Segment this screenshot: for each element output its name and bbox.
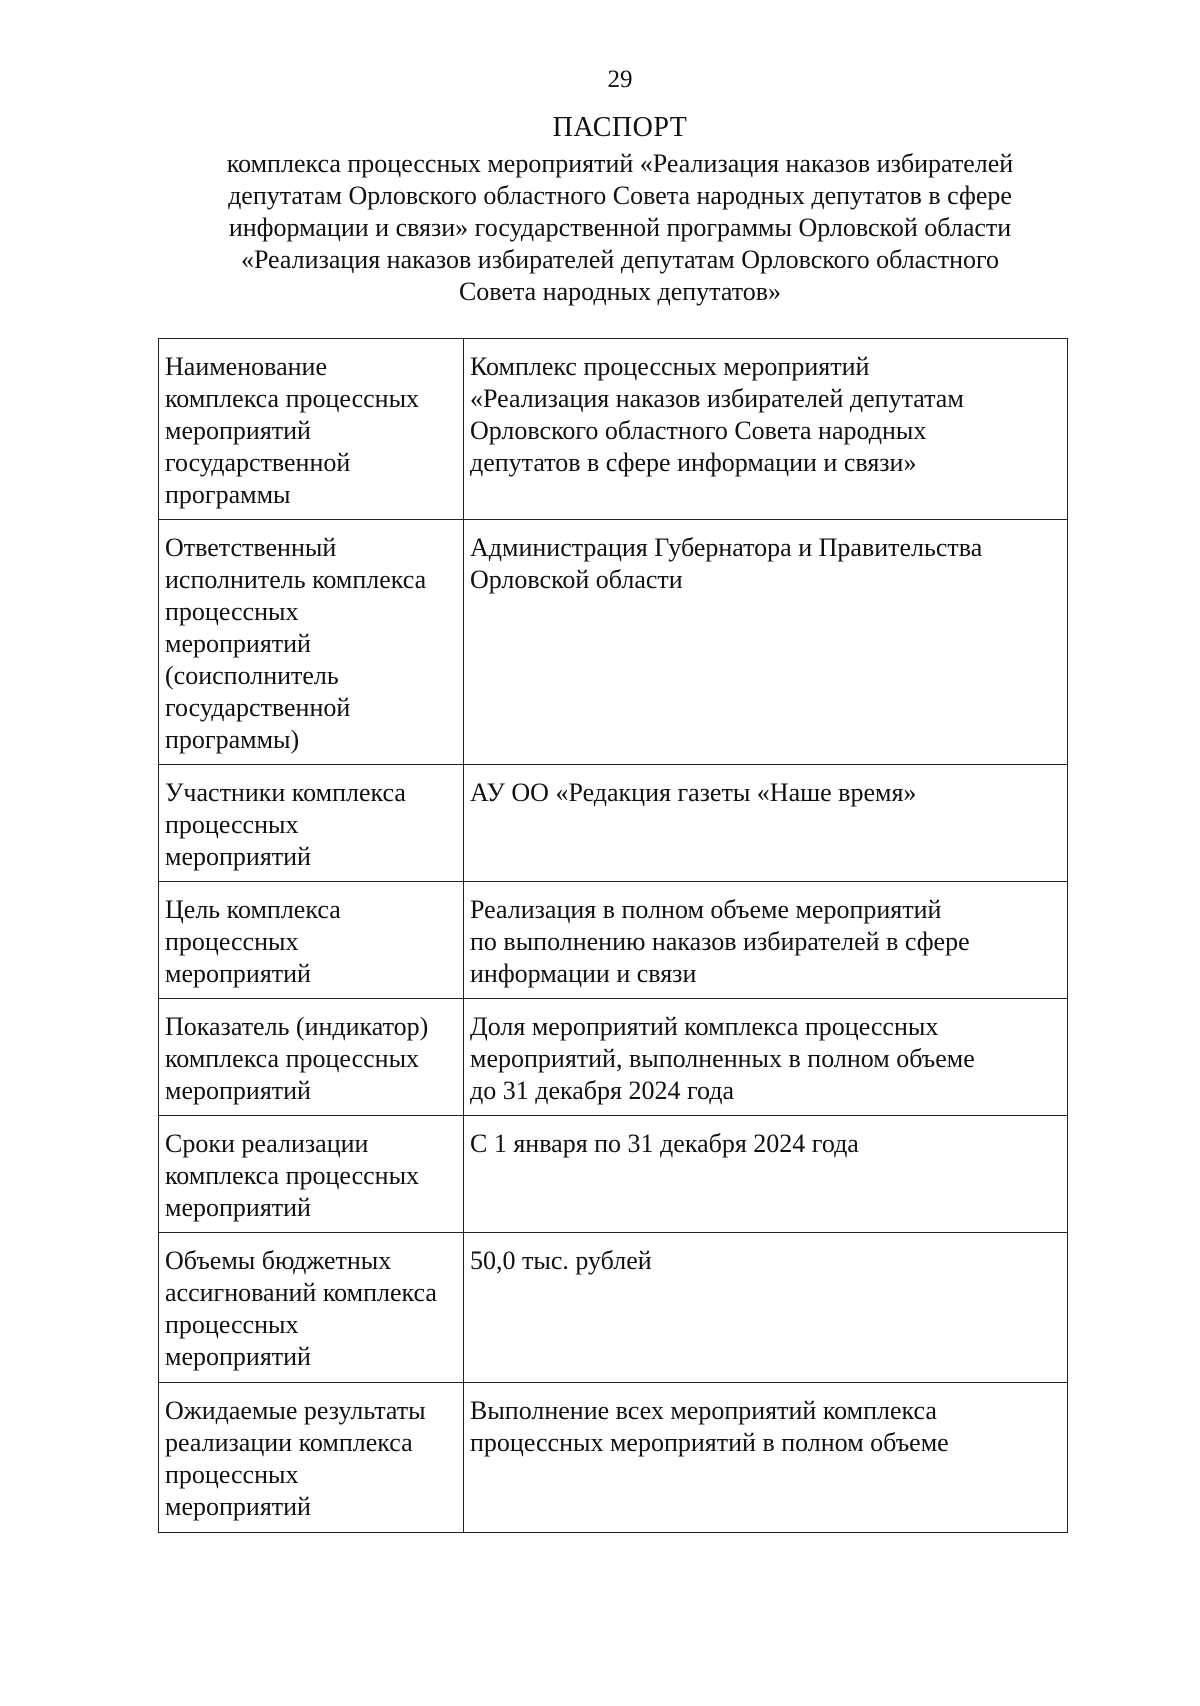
document-subtitle	[170, 148, 1070, 308]
table-row	[159, 520, 1068, 765]
row-value-line: С 1 января по 31 декабря 2024 года	[470, 1129, 859, 1158]
row-value-line: мероприятий, выполненных в полном объеме	[470, 1044, 975, 1073]
row-label-cell	[159, 339, 464, 520]
row-label-line: Цель комплекса	[165, 895, 341, 924]
row-label-line: процессных	[165, 1310, 299, 1339]
row-value-line: Орловского областного Совета народных	[470, 416, 927, 445]
row-label-cell	[159, 1233, 464, 1383]
row-label-line: мероприятий	[165, 629, 311, 658]
row-value-line: процессных мероприятий в полном объеме	[470, 1428, 949, 1457]
row-value-line: Реализация в полном объеме мероприятий	[470, 895, 942, 924]
row-label-cell	[159, 882, 464, 999]
table-row	[159, 882, 1068, 999]
row-label-line: Участники комплекса	[165, 778, 406, 807]
row-label-cell	[159, 765, 464, 882]
row-value-line: АУ ОО «Редакция газеты «Наше время»	[470, 778, 917, 807]
document-title: ПАСПОРТ	[552, 112, 688, 143]
row-value-cell	[464, 520, 1068, 765]
row-label-cell	[159, 520, 464, 765]
row-label-line: программы	[165, 480, 291, 509]
passport-table-body	[159, 339, 1068, 1533]
table-row	[159, 1116, 1068, 1233]
row-value-line: по выполнению наказов избирателей в сфере	[470, 927, 970, 956]
passport-table	[158, 338, 1068, 1533]
row-value-line: Администрация Губернатора и Правительства	[470, 533, 983, 562]
subtitle-line: «Реализация наказов избирателей депутатам Орловского областного	[240, 245, 1000, 274]
subtitle-line: Совета народных депутатов»	[458, 277, 782, 306]
row-label-line: программы)	[165, 725, 300, 754]
row-label-line: мероприятий	[165, 842, 311, 871]
row-value-line: депутатов в сфере информации и связи»	[470, 448, 917, 477]
row-label-line: мероприятий	[165, 959, 311, 988]
row-label-line: мероприятий	[165, 1492, 311, 1521]
row-label-line: процессных	[165, 927, 299, 956]
row-label-line: процессных	[165, 1460, 299, 1489]
row-value-line: Выполнение всех мероприятий комплекса	[470, 1396, 937, 1425]
row-value-cell	[464, 1116, 1068, 1233]
row-value-cell	[464, 999, 1068, 1116]
row-label-line: комплекса процессных	[165, 384, 420, 413]
table-row	[159, 765, 1068, 882]
row-label-line: Ответственный	[165, 533, 337, 562]
row-value-cell	[464, 765, 1068, 882]
row-value-line: Доля мероприятий комплекса процессных	[470, 1012, 939, 1041]
row-label-cell	[159, 1116, 464, 1233]
row-value-cell	[464, 1233, 1068, 1383]
table-row	[159, 339, 1068, 520]
row-value-line: 50,0 тыс. рублей	[470, 1246, 652, 1275]
row-label-line: Показатель (индикатор)	[165, 1012, 429, 1041]
row-label-line: государственной	[165, 693, 351, 722]
row-label-line: процессных	[165, 597, 299, 626]
page-number: 29	[607, 66, 633, 93]
row-label-line: Сроки реализации	[165, 1129, 369, 1158]
row-label-line: комплекса процессных	[165, 1044, 420, 1073]
row-value-line: до 31 декабря 2024 года	[470, 1076, 734, 1105]
row-label-line: государственной	[165, 448, 351, 477]
row-value-line: «Реализация наказов избирателей депутатам	[470, 384, 964, 413]
row-label-line: Наименование	[165, 352, 327, 381]
row-label-line: мероприятий	[165, 1342, 311, 1371]
row-value-line: Комплекс процессных мероприятий	[470, 352, 870, 381]
row-label-line: реализации комплекса	[165, 1428, 413, 1457]
row-label-line: мероприятий	[165, 1193, 311, 1222]
row-label-line: (соисполнитель	[165, 661, 339, 690]
subtitle-line: депутатам Орловского областного Совета народных депутатов в сфере	[228, 181, 1012, 210]
row-label-line: процессных	[165, 810, 299, 839]
row-label-line: Ожидаемые результаты	[165, 1396, 426, 1425]
row-label-line: мероприятий	[165, 416, 311, 445]
row-label-line: мероприятий	[165, 1076, 311, 1105]
row-value-cell	[464, 1383, 1068, 1533]
row-label-line: ассигнований комплекса	[165, 1278, 437, 1307]
row-label-line: Объемы бюджетных	[165, 1246, 392, 1275]
subtitle-line: информации и связи» государственной программы Орловской области	[228, 213, 1012, 242]
row-label-line: комплекса процессных	[165, 1161, 420, 1190]
table-row	[159, 1383, 1068, 1533]
row-label-cell	[159, 1383, 464, 1533]
subtitle-line: комплекса процессных мероприятий «Реализация наказов избирателей	[226, 149, 1014, 178]
table-row	[159, 1233, 1068, 1383]
row-label-cell	[159, 999, 464, 1116]
table-row	[159, 999, 1068, 1116]
row-label-line: исполнитель комплекса	[165, 565, 427, 594]
row-value-line: Орловской области	[470, 565, 683, 594]
row-value-cell	[464, 882, 1068, 999]
row-value-cell	[464, 339, 1068, 520]
row-value-line: информации и связи	[470, 959, 697, 988]
